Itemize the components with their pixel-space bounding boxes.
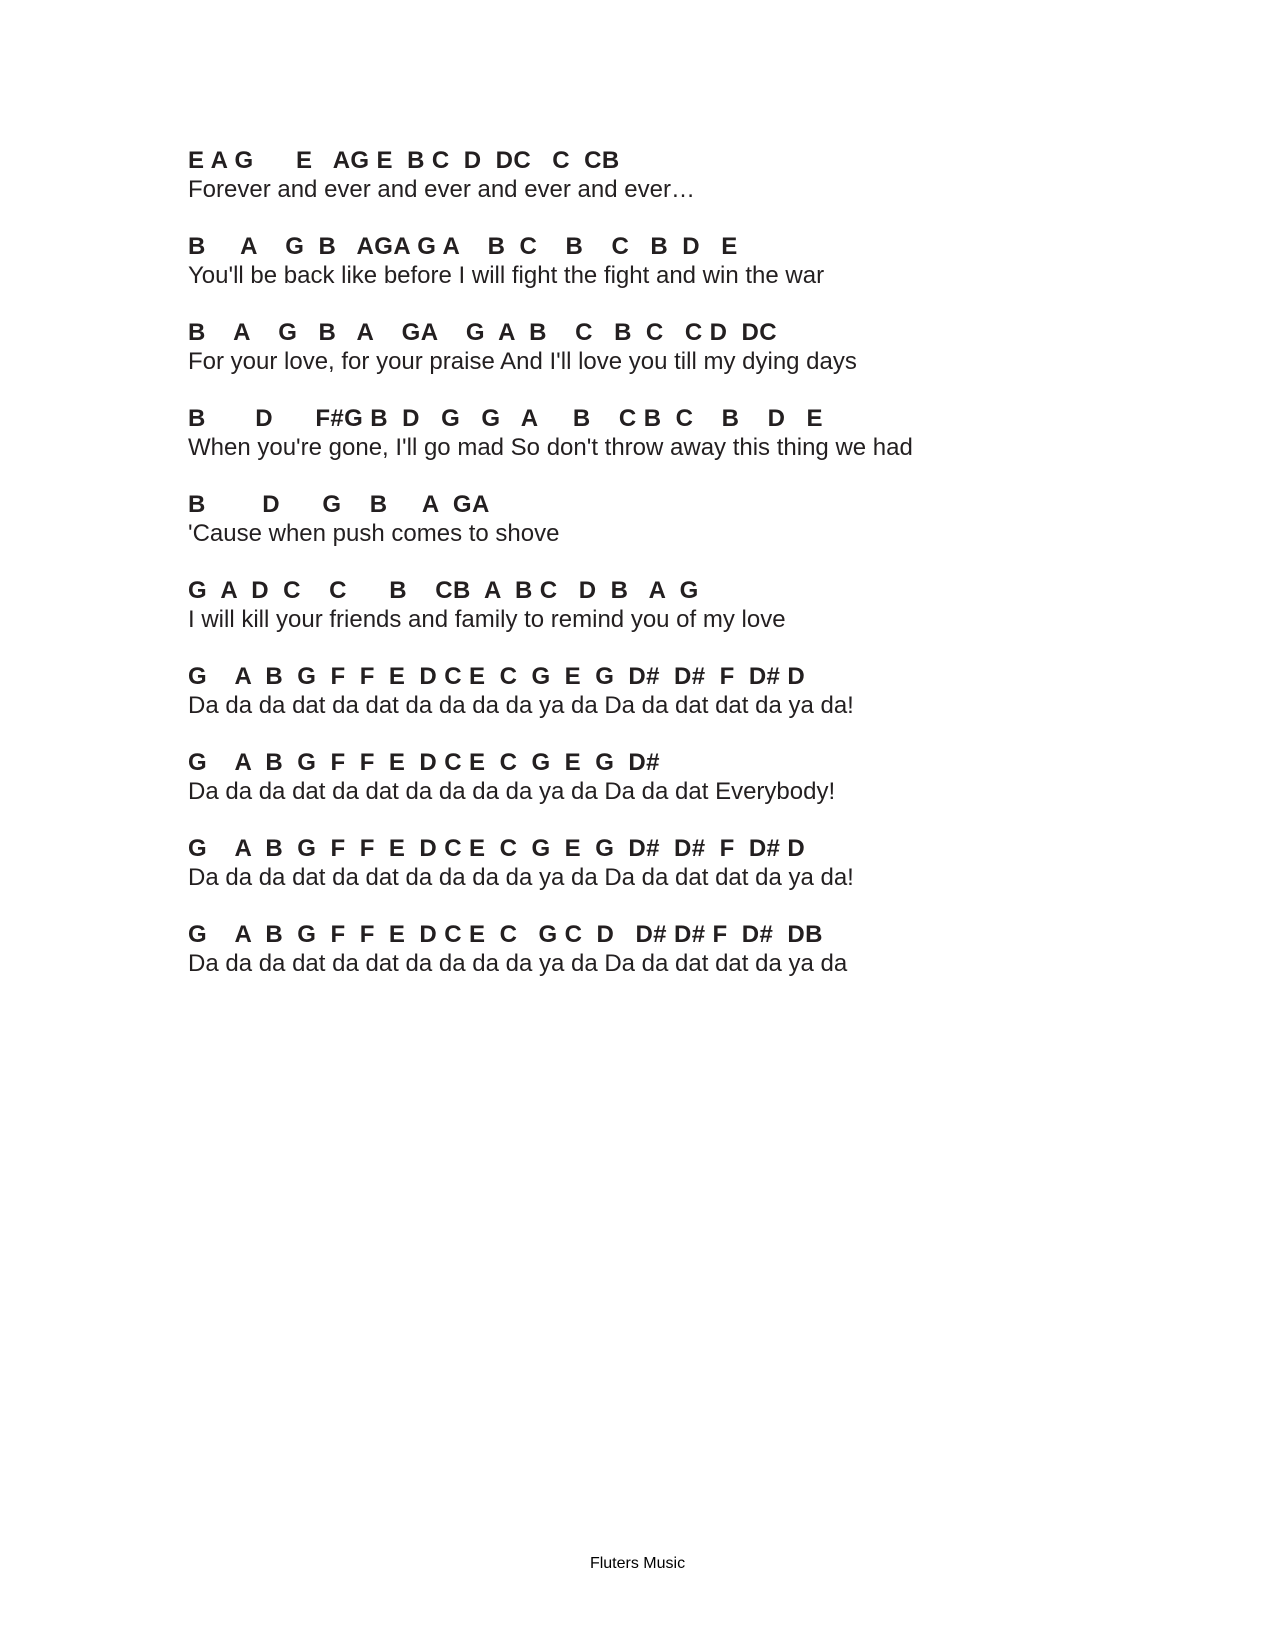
note-line: B D F#G B D G G A B C B C B D E: [188, 405, 823, 432]
lyric-line: Da da da dat da dat da da da da ya da Da da dat Everybody!: [188, 778, 836, 805]
lyric-line: When you're gone, I'll go mad So don't throw away this thing we had: [188, 434, 913, 461]
stanza: [188, 490, 1188, 548]
lyric-line: Da da da dat da dat da da da da ya da Da da dat dat da ya da: [188, 950, 848, 977]
note-line: E A G E AG E B C D DC C CB: [188, 147, 620, 174]
stanza: [188, 232, 1188, 290]
stanza: [188, 834, 1188, 892]
lyric-line: For your love, for your praise And I'll love you till my dying days: [188, 348, 857, 375]
stanza: [188, 920, 1188, 978]
stanza-list: [188, 146, 1188, 1006]
note-line: B D G B A GA: [188, 491, 490, 518]
note-line: G A B G F F E D C E C G C D D# D# F D# DB: [188, 921, 823, 948]
note-line: B A G B A GA G A B C B C C D DC: [188, 319, 778, 346]
stanza: [188, 662, 1188, 720]
note-line: G A B G F F E D C E C G E G D# D# F D# D: [188, 663, 806, 690]
note-line: G A B G F F E D C E C G E G D#: [188, 749, 660, 776]
stanza: [188, 404, 1188, 462]
note-line: B A G B AGA G A B C B C B D E: [188, 233, 738, 260]
lyric-line: 'Cause when push comes to shove: [188, 520, 560, 547]
stanza: [188, 576, 1188, 634]
lyric-line: I will kill your friends and family to remind you of my love: [188, 606, 786, 633]
stanza: [188, 146, 1188, 204]
note-line: G A B G F F E D C E C G E G D# D# F D# D: [188, 835, 806, 862]
stanza: [188, 318, 1188, 376]
lyric-line: Da da da dat da dat da da da da ya da Da da dat dat da ya da!: [188, 864, 854, 891]
note-line: G A D C C B CB A B C D B A G: [188, 577, 699, 604]
lyric-line: Forever and ever and ever and ever and ever…: [188, 176, 695, 203]
lyric-line: Da da da dat da dat da da da da ya da Da da dat dat da ya da!: [188, 692, 854, 719]
page-footer: Fluters Music: [589, 1555, 686, 1572]
lyric-line: You'll be back like before I will fight the fight and win the war: [188, 262, 825, 289]
stanza: [188, 748, 1188, 806]
